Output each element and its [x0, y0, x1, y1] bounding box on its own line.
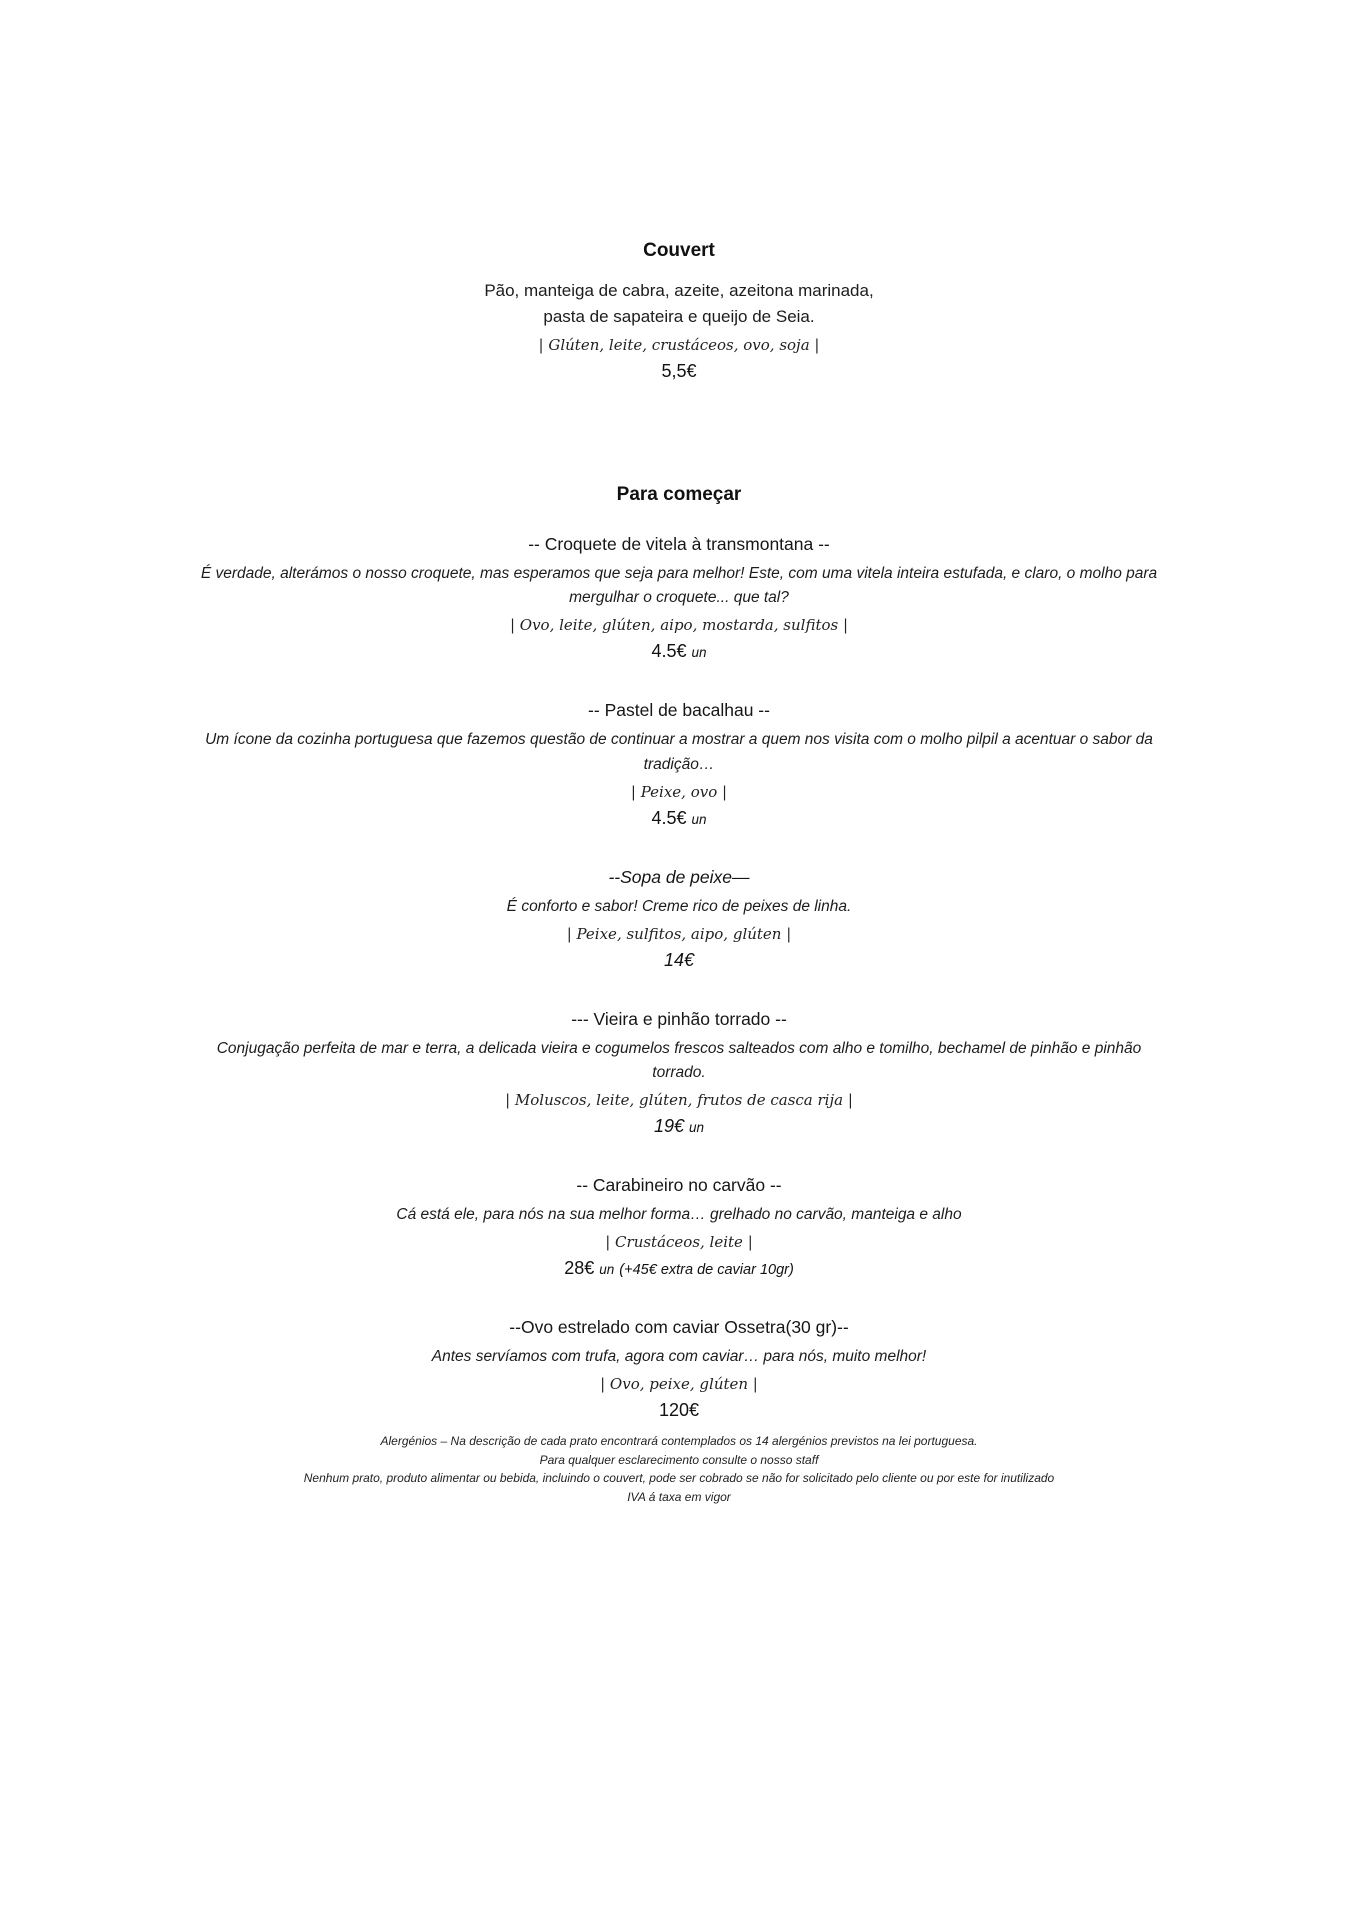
- footer-line-iva: IVA á taxa em vigor: [627, 1489, 731, 1504]
- footer-line-staff: Para qualquer esclarecimento consulte o nosso staff: [539, 1452, 819, 1467]
- menu-item-pastel-bacalhau: [0, 700, 1358, 829]
- dish-description: É conforto e sabor! Creme rico de peixes de linha.: [506, 897, 852, 915]
- couvert-allergens: | Glúten, leite, crustáceos, ovo, soja |: [538, 335, 820, 354]
- dish-price: 4.5€: [651, 641, 687, 662]
- dish-title: --Ovo estrelado com caviar Ossetra(30 gr)--: [509, 1317, 849, 1338]
- dish-price-line: [0, 808, 1358, 829]
- menu-item-vieira: [0, 1009, 1358, 1138]
- dish-price-line: [0, 1116, 1358, 1137]
- dish-price-unit: un: [691, 645, 707, 661]
- couvert-price-line: [0, 361, 1358, 382]
- dish-price-extra: (+45€ extra de caviar 10gr): [619, 1262, 794, 1279]
- menu-item-croquete: [0, 534, 1358, 663]
- dish-price: 14€: [663, 949, 695, 970]
- footer-line-allergens: Alergénios – Na descrição de cada prato encontrará contemplados os 14 alergénios previstos na lei portuguesa.: [380, 1434, 978, 1448]
- couvert-description-line1: Pão, manteiga de cabra, azeite, azeitona marinada,: [484, 281, 874, 300]
- dish-allergens: | Peixe, ovo |: [630, 782, 728, 801]
- dish-price-line: [0, 1400, 1358, 1421]
- footer-disclaimers: [0, 1432, 1358, 1506]
- dish-description: É verdade, alterámos o nosso croquete, mas esperamos que seja para melhor! Este, com uma vitela inteira estufada, e claro, o molho para mergulhar o croquete... que tal?: [200, 564, 1158, 607]
- dish-description: Um ícone da cozinha portuguesa que fazemos questão de continuar a mostrar a quem nos visita com o molho pilpil a acentuar o sabor da tradição…: [205, 731, 1153, 774]
- couvert-description: [0, 278, 1358, 331]
- dish-title: -- Croquete de vitela à transmontana --: [528, 533, 830, 554]
- starters-heading: Para começar: [616, 483, 742, 505]
- dish-price-line: [0, 950, 1358, 971]
- dish-description: Antes servíamos com trufa, agora com caviar… para nós, muito melhor!: [431, 1348, 927, 1366]
- dish-title: -- Pastel de bacalhau --: [588, 700, 770, 721]
- dish-title: -- Carabineiro no carvão --: [576, 1175, 782, 1196]
- starters-section: [0, 484, 1358, 1421]
- menu-content: [0, 240, 1358, 1459]
- menu-item-ovo-estrelado: [0, 1317, 1358, 1421]
- dish-description: Cá está ele, para nós na sua melhor forma… grelhado no carvão, manteiga e alho: [396, 1206, 962, 1224]
- dish-allergens: | Peixe, sulfitos, aipo, glúten |: [566, 924, 792, 943]
- couvert-heading: Couvert: [643, 240, 715, 261]
- dish-price-line: [0, 641, 1358, 662]
- dish-allergens: | Crustáceos, leite |: [605, 1233, 753, 1252]
- menu-item-sopa-peixe: [0, 867, 1358, 971]
- dish-price: 28€: [564, 1258, 595, 1279]
- menu-item-carabineiro: [0, 1175, 1358, 1279]
- dish-price-unit: un: [599, 1262, 615, 1278]
- dish-allergens: | Ovo, peixe, glúten |: [600, 1374, 758, 1393]
- dish-description: Conjugação perfeita de mar e terra, a delicada vieira e cogumelos frescos salteados com alho e tomilho, bechamel de pinhão e pinhão torrado.: [216, 1039, 1142, 1082]
- dish-title: --- Vieira e pinhão torrado --: [571, 1008, 787, 1029]
- couvert-section: [0, 240, 1358, 382]
- couvert-price: 5,5€: [661, 360, 697, 381]
- couvert-description-line2: pasta de sapateira e queijo de Seia.: [543, 307, 815, 327]
- dish-price-line: [0, 1258, 1358, 1279]
- dish-allergens: | Moluscos, leite, glúten, frutos de casca rija |: [505, 1091, 853, 1110]
- dish-title: --Sopa de peixe—: [608, 866, 750, 887]
- dish-price-unit: un: [689, 1120, 705, 1136]
- dish-price-unit: un: [691, 811, 707, 827]
- footer-line-couvert-law: Nenhum prato, produto alimentar ou bebida, incluindo o couvert, pode ser cobrado se não for solicitado pelo cliente ou por este for inutilizado: [303, 1471, 1055, 1486]
- dish-allergens: | Ovo, leite, glúten, aipo, mostarda, sulfitos |: [509, 616, 849, 635]
- dish-price: 120€: [658, 1399, 700, 1420]
- dish-price: 4.5€: [651, 807, 687, 828]
- dish-price: 19€: [653, 1116, 684, 1137]
